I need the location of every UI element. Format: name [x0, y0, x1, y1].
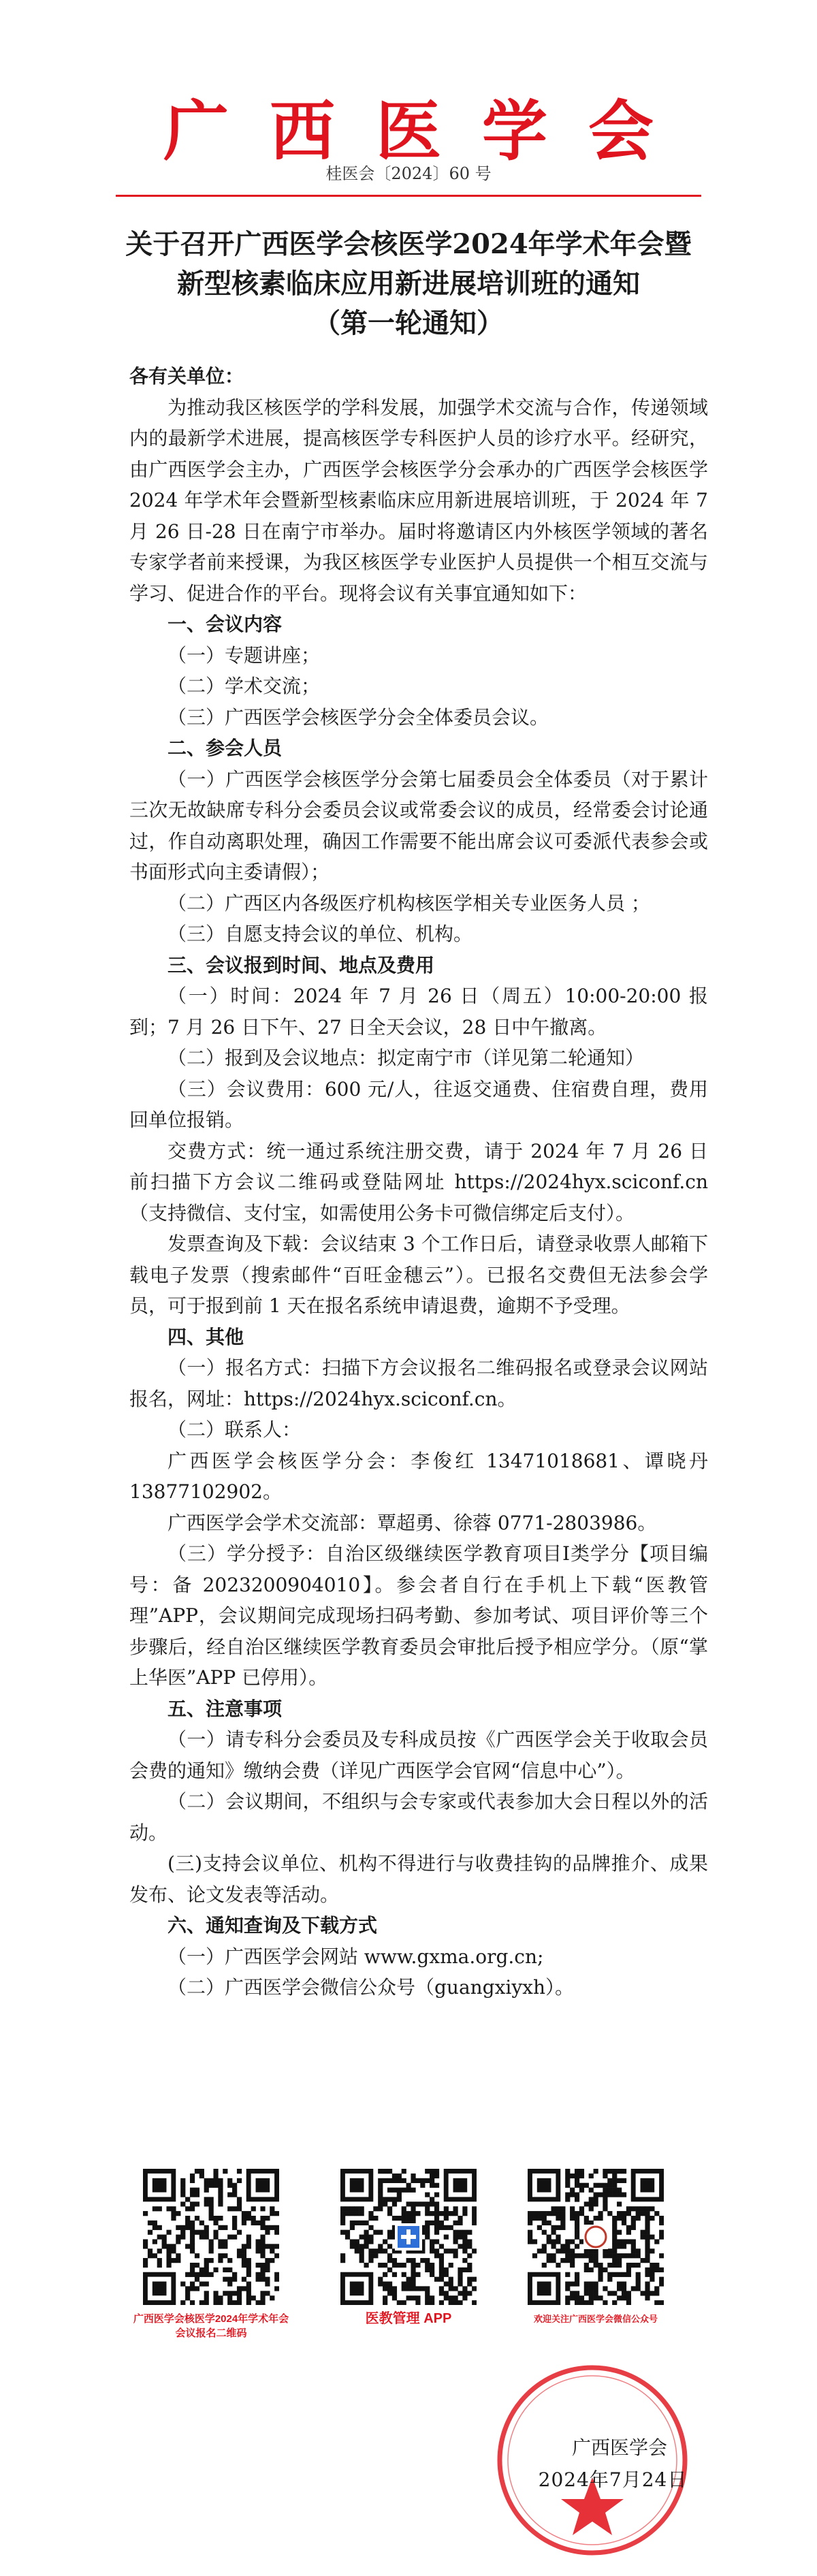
qr-code-icon[interactable] [340, 2169, 477, 2305]
section-5-item-3: (三)支持会议单位、机构不得进行与收费挂钩的品牌推介、成果发布、论文发表等活动。 [129, 1852, 708, 1906]
qr-wechat [507, 2169, 684, 2326]
section-2-item-2: （二）广西区内各级医疗机构核医学相关专业医务人员 ； [167, 891, 650, 915]
payment-method: 交费方式：统一通过系统注册交费，请于 2024 年 7 月 26 日前扫描下方会议二维码或登陆网址 https://2024hyx.sciconf.cn（支持微信、支付宝，如需使用公务卡可微信绑定后支付）。 [129, 1139, 708, 1224]
section-4-item-2: （二）联系人： [167, 1418, 302, 1441]
section-6-item-1: （一）广西医学会网站 www.gxma.org.cn; [167, 1945, 544, 1968]
section-6-item-2: （二）广西医学会微信公众号（guangxiyxh）。 [167, 1976, 574, 1999]
letterhead-org-name: 广西医学会 [163, 93, 694, 170]
document-number: 桂医会〔2024〕60 号 [325, 164, 492, 183]
qr-registration [123, 2169, 300, 2340]
qr-code-icon[interactable] [143, 2169, 279, 2305]
section-5-item-2: （二）会议期间，不组织与会专家或代表参加大会日程以外的活动。 [129, 1790, 708, 1844]
salutation: 各有关单位： [129, 365, 244, 387]
contact-branch: 广西医学会核医学分会：李俊红 13471018681、谭晓丹 13877102902。 [129, 1449, 708, 1503]
letterhead-divider [116, 195, 701, 197]
qr-app [320, 2169, 497, 2326]
title-line-3: （第一轮通知） [313, 307, 504, 339]
section-heading-4: 四、其他 [167, 1325, 244, 1348]
signature-date: 2024年7月24日 [538, 2468, 688, 2491]
qr-caption-line: 会议报名二维码 [175, 2327, 247, 2339]
section-heading-5: 五、注意事项 [167, 1697, 283, 1720]
section-3-item-2: （二）报到及会议地点：拟定南宁市（详见第二轮通知） [167, 1047, 645, 1069]
intro-paragraph: 为推动我区核医学的学科发展，加强学术交流与合作，传递领域内的最新学术进展，提高核医学专科医护人员的诊疗水平。经研究，由广西医学会主办，广西医学会核医学分会承办的广西医学会核医学 2024 年学术年会暨新型核素临床应用新进展培训班，于 2024 年 7 月 26 日-28 日在南宁市举办。届时将邀请区内外核医学领域的著名专家学者前来授课，为我区核医学专业医护人员提供一个相互交流与学习、促进合作的平台。现将会议有关事宜通知如下： [129, 396, 708, 605]
title-line-2: 新型核素临床应用新进展培训班的通知 [177, 268, 640, 300]
section-heading-3: 三、会议报到时间、地点及费用 [167, 953, 435, 976]
qr-code-icon[interactable] [528, 2169, 664, 2305]
section-2-item-1: （一）广西医学会核医学分会第七届委员会全体委员（对于累计三次无故缺席专科分会委员会议或常委会议的成员，经常委会讨论通过，作自动离职处理，确因工作需要不能出席会议可委派代表参会或书面形式向主委请假）； [129, 767, 708, 883]
section-1-item-2: （二）学术交流； [167, 675, 321, 697]
section-3-item-3: （三）会议费用：600 元/人，往返交通费、住宿费自理，费用回单位报销。 [129, 1077, 708, 1131]
invoice-info: 发票查询及下载：会议结束 3 个工作日后，请登录收票人邮箱下载电子发票（搜索邮件“百旺金穗云”）。已报名交费但无法参会学员，可于报到前 1 天在报名系统申请退费，逾期不予受理。 [129, 1233, 708, 1317]
qr-caption-line: 广西医学会核医学2024年学术年会 [133, 2313, 289, 2325]
qr-registration-caption [123, 2312, 300, 2340]
qr-code-row [0, 2169, 817, 2346]
section-3-item-1: （一）时间：2024 年 7 月 26 日（周五）10:00-20:00 报到；7 月 26 日下午、27 日全天会议，28 日中午撤离。 [129, 985, 708, 1038]
section-5-item-1: （一）请专科分会委员及专科成员按《广西医学会关于收取会员会费的通知》缴纳会费（详见广西医学会官网“信息中心”）。 [129, 1728, 708, 1782]
qr-wechat-caption: 欢迎关注广西医学会微信公众号 [533, 2314, 658, 2324]
section-heading-2: 二、参会人员 [167, 737, 283, 759]
notice-title [82, 225, 735, 343]
section-heading-1: 一、会议内容 [167, 613, 283, 635]
signature-org: 广西医学会 [571, 2436, 667, 2459]
title-line-1: 关于召开广西医学会核医学2024年学术年会暨 [125, 228, 692, 260]
section-1-item-3: （三）广西医学会核医学分会全体委员会议。 [167, 705, 549, 729]
contact-exchange-dept: 广西医学会学术交流部：覃超勇、徐蓉 0771-2803986。 [167, 1511, 657, 1534]
qr-app-caption: 医教管理 APP [365, 2311, 452, 2326]
section-2-item-3: （三）自愿支持会议的单位、机构。 [167, 923, 473, 945]
section-4-item-1: （一）报名方式：扫描下方会议报名二维码报名或登录会议网站报名，网址：https://2024hyx.sciconf.cn。 [129, 1356, 708, 1410]
section-1-item-1: （一）专题讲座； [167, 643, 321, 667]
notice-body [129, 361, 708, 2003]
section-heading-6: 六、通知查询及下载方式 [167, 1914, 378, 1937]
section-4-item-3: （三）学分授予：自治区级继续医学教育项目Ⅰ类学分【项目编号：备 2023200904010】。参会者自行在手机上下载“医教管理”APP，会议期间完成现场扫码考勤、参加考试、项目评价等三个步骤后，经自治区继续医学教育委员会审批后授予相应学分。（原“掌上华医”APP 已停用）。 [129, 1542, 708, 1689]
